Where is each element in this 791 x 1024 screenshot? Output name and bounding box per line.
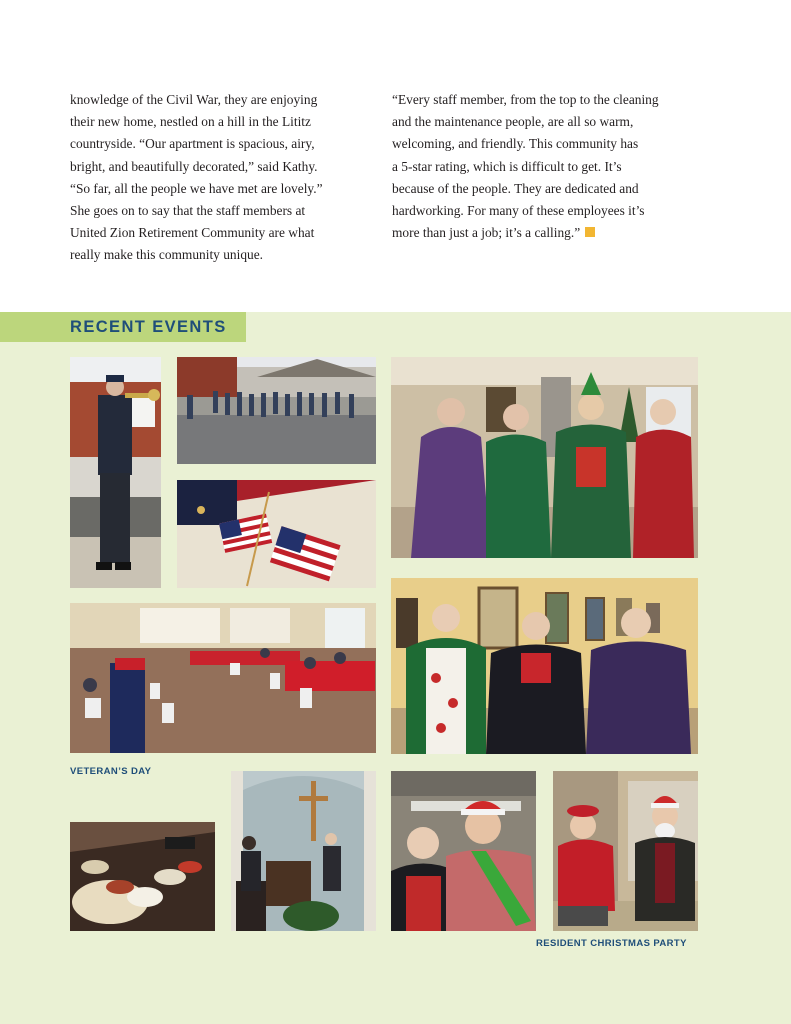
article-line: really make this community unique. xyxy=(70,247,264,263)
article-line: knowledge of the Civil War, they are enjoying xyxy=(70,92,318,107)
article-line: “So far, all the people we have met are lovely.” xyxy=(70,180,323,196)
article-line: and the maintenance people, are all so warm, xyxy=(392,114,634,130)
article-line: hardworking. For many of these employees it’s xyxy=(392,203,645,219)
section-heading: RECENT EVENTS xyxy=(70,318,227,336)
article-line: She goes on to say that the staff members at xyxy=(70,203,306,219)
end-of-article-mark xyxy=(585,227,595,237)
caption-veterans-day: VETERAN’S DAY xyxy=(70,766,152,777)
article-line: “Every staff member, from the top to the cleaning xyxy=(392,92,659,107)
photo-dining-room xyxy=(70,603,376,753)
article-line: a 5-star rating, which is difficult to get. It’s xyxy=(392,158,622,174)
photo-chapel xyxy=(231,771,376,931)
photo-couple-with-sash xyxy=(391,771,536,931)
article-right-column xyxy=(392,89,712,244)
photo-bugler xyxy=(70,357,161,588)
article-line: their new home, nestled on a hill in the Lititz xyxy=(70,114,311,130)
photo-three-women xyxy=(391,578,698,754)
article-left-column xyxy=(70,89,370,267)
article-line: more than just a job; it’s a calling.” xyxy=(392,225,581,241)
article-line: bright, and beautifully decorated,” said Kathy. xyxy=(70,158,318,174)
photo-street-crowd xyxy=(177,357,376,464)
article-line: countryside. “Our apartment is spacious, airy, xyxy=(70,136,315,152)
photo-flags xyxy=(177,480,376,588)
article-line: because of the people. They are dedicated and xyxy=(392,180,639,196)
article-line: United Zion Retirement Community are what xyxy=(70,225,315,241)
caption-resident-christmas-party: RESIDENT CHRISTMAS PARTY xyxy=(536,938,687,949)
photo-group-four-women xyxy=(391,357,698,558)
photo-buffet xyxy=(70,822,215,931)
article-line: welcoming, and friendly. This community has xyxy=(392,136,639,152)
article-line-with-end-mark xyxy=(392,222,712,244)
photo-two-men-with-hats xyxy=(553,771,698,931)
